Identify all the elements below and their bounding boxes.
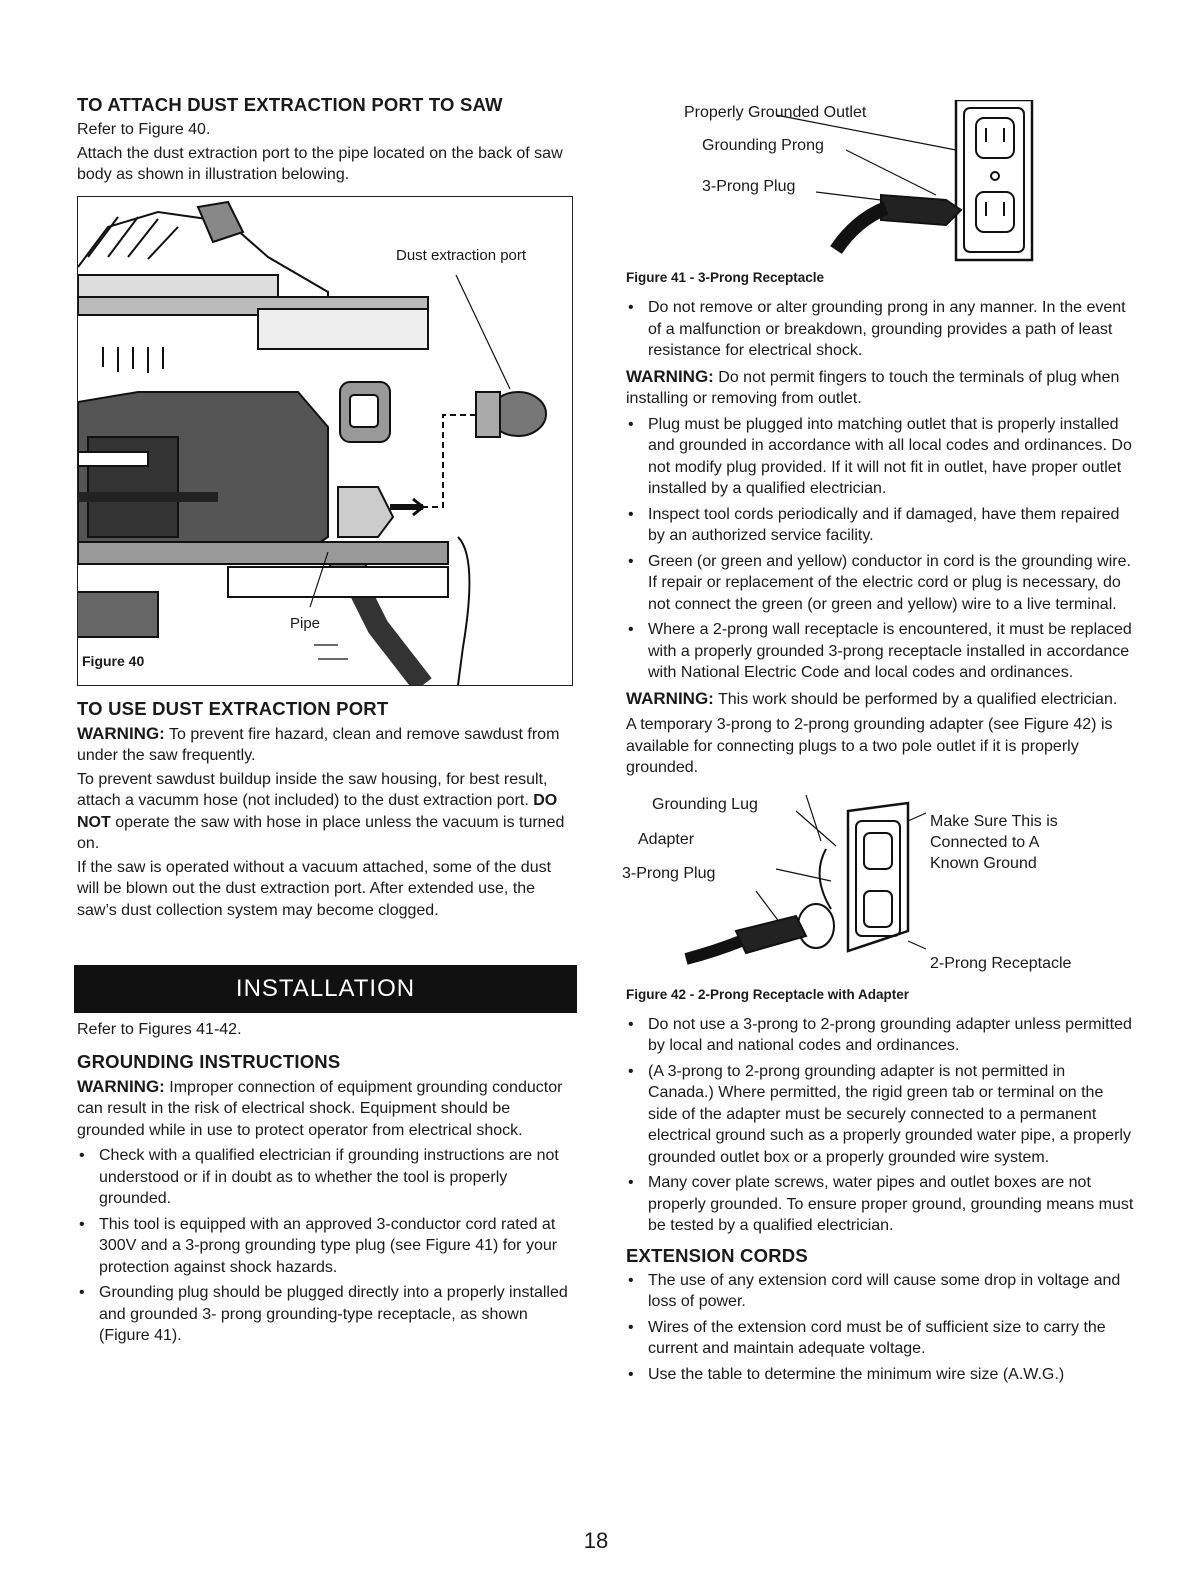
grounded-outlet-callout: Properly Grounded Outlet	[684, 104, 867, 121]
three-prong-plug-callout: 3-Prong Plug	[702, 178, 796, 195]
installation-refer: Refer to Figures 41-42.	[77, 1021, 242, 1038]
use-port-heading: TO USE DUST EXTRACTION PORT	[77, 697, 389, 719]
grounding-prong-callout: Grounding Prong	[702, 137, 824, 154]
list-item: • Grounding plug should be plugged directly into a properly installed and grounded 3- prong grounding-type receptacle, as shown (Figure 41).	[77, 1282, 577, 1347]
right-column	[622, 100, 1134, 1389]
attach-refer-text: Refer to Figure 40.	[77, 121, 211, 138]
electrician-warning: WARNING: This work should be performed by a qualified electrician.	[626, 688, 1118, 708]
three-prong-plug-callout-2: 3-Prong Plug	[622, 864, 716, 882]
list-item: • Inspect tool cords periodically and if damaged, have them repaired by an authorized service facility.	[626, 504, 1134, 547]
adapter-paragraph: A temporary 3-prong to 2-prong grounding adapter (see Figure 42) is available for connecting plugs to a two pole outlet if it is properly grounded.	[626, 716, 1113, 776]
attach-port-heading: TO ATTACH DUST EXTRACTION PORT TO SAW	[77, 94, 503, 115]
figure-40-label: Figure 40	[78, 649, 166, 675]
figure-40	[77, 196, 573, 686]
terminals-warning: WARNING: Do not permit fingers to touch the terminals of plug when installing or removing from outlet.	[626, 366, 1120, 407]
dust-port-callout: Dust extraction port	[396, 246, 527, 264]
figure-41	[626, 100, 1134, 270]
page-number: 18	[583, 1528, 609, 1553]
use-warning: WARNING: To prevent fire hazard, clean and remove sawdust from under the saw frequently.	[77, 723, 560, 764]
pipe-callout: Pipe	[290, 614, 321, 632]
use-note: If the saw is operated without a vacuum attached, some of the dust will be blown out the dust extraction port. After extended use, the saw’s dust collection system may become clogged.	[77, 858, 552, 919]
adapter-callout: Adapter	[638, 830, 695, 848]
attach-instructions: Attach the dust extraction port to the pipe located on the back of saw body as shown in illustration belowing.	[77, 144, 563, 183]
list-item: • This tool is equipped with an approved 3-conductor cord rated at 300V and a 3-prong grounding type plug (see Figure 41) for your protection against shock hazards.	[77, 1214, 577, 1279]
list-item: • Plug must be plugged into matching outlet that is properly installed and grounded in accordance with all local codes and ordinances. Do not modify plug provided. If it will not fit in outlet, have proper outlet installed by a qualified electrician.	[626, 414, 1134, 500]
list-item: • Use the table to determine the minimum wire size (A.W.G.)	[626, 1364, 1134, 1386]
list-item: • Where a 2-prong wall receptacle is encountered, it must be replaced with a properly grounded 3-prong receptacle installed in accordance with National Electric Code and local codes and ordinances.	[626, 619, 1134, 684]
use-instructions: To prevent sawdust buildup inside the saw housing, for best result, attach a vacumm hose (not included) to the dust extraction port. DO NOT operate the saw with hose in place unless the vacuum is turned on.	[77, 770, 565, 852]
figure-41-caption: Figure 41 - 3-Prong Receptacle	[626, 270, 825, 285]
grounding-heading: GROUNDING INSTRUCTIONS	[77, 1050, 341, 1072]
prong-list	[626, 297, 1134, 362]
list-item: • Do not remove or alter grounding prong in any manner. In the event of a malfunction or breakdown, grounding provides a path of least resistance for electrical shock.	[626, 297, 1134, 362]
two-prong-receptacle-callout: 2-Prong Receptacle	[930, 954, 1072, 972]
figure-42-caption: Figure 42 - 2-Prong Receptacle with Adapter	[626, 986, 910, 1002]
list-item: • Check with a qualified electrician if grounding instructions are not understood or if in doubt as to whether the tool is properly grounded.	[77, 1145, 577, 1210]
list-item: • Many cover plate screws, water pipes and outlet boxes are not properly grounded. To ensure proper ground, grounding means must be tested by a qualified electrician.	[626, 1172, 1134, 1237]
saw-illustration	[78, 197, 572, 685]
extension-list	[626, 1270, 1134, 1386]
list-item: • (A 3-prong to 2-prong grounding adapter is not permitted in Canada.) Where permitted, the rigid green tab or terminal on the side of the adapter must be securely connected to a permanent electrical ground such as a properly grounded water pipe, a properly grounded outlet box or a properly grounded wire system.	[626, 1061, 1134, 1169]
extension-cords-heading: EXTENSION CORDS	[626, 1244, 808, 1266]
grounding-lug-callout: Grounding Lug	[652, 795, 758, 813]
list-item: • Wires of the extension cord must be of sufficient size to carry the current and maintain adequate voltage.	[626, 1317, 1134, 1360]
known-ground-callout: Make Sure This is Connected to A Known Ground	[930, 812, 1058, 872]
figure-42	[622, 781, 1134, 981]
outlet-list	[626, 414, 1134, 684]
list-item: • The use of any extension cord will cause some drop in voltage and loss of power.	[626, 1270, 1134, 1313]
grounding-warning: WARNING: Improper connection of equipment grounding conductor can result in the risk of electrical shock. Equipment should be grounded while in use to protect operator from electrical shock.	[77, 1076, 563, 1139]
installation-banner: INSTALLATION	[74, 965, 577, 1013]
warning-label: WARNING:	[77, 723, 165, 743]
grounding-list	[77, 1145, 577, 1347]
left-column	[77, 94, 577, 1351]
adapter-list	[626, 1014, 1134, 1237]
list-item: • Do not use a 3-prong to 2-prong grounding adapter unless permitted by local and national codes and ordinances.	[626, 1014, 1134, 1057]
list-item: • Green (or green and yellow) conductor in cord is the grounding wire. If repair or replacement of the electric cord or plug is necessary, do not connect the green (or green and yellow) wire to a live terminal.	[626, 551, 1134, 616]
